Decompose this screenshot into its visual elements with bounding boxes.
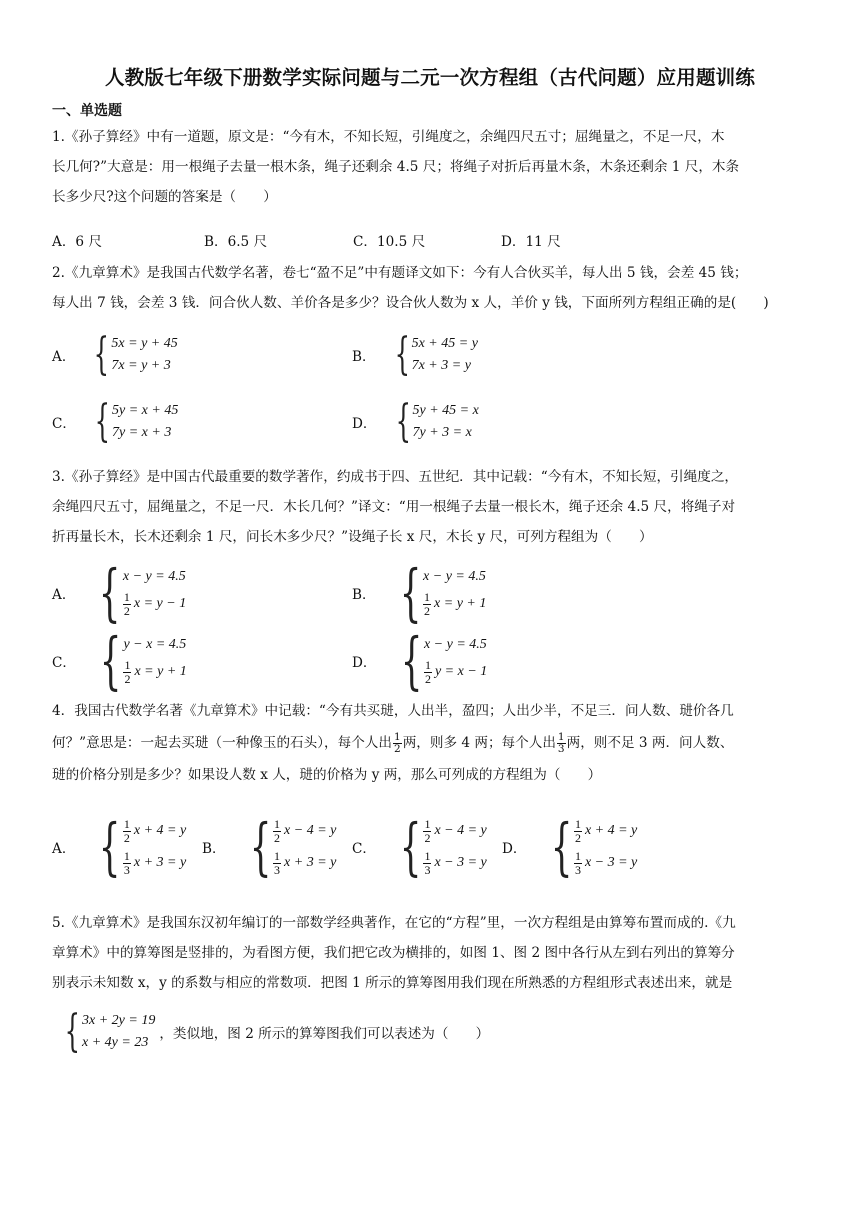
question-5-tail: ，类似地，图 2 所示的算筹图我们可以表述为（ ） [159,1026,490,1042]
equation-rest: x + 3 = y [133,855,187,870]
equation-system [123,634,186,688]
question-4-option-d[interactable] [502,810,638,883]
equation-rest: x = y + 1 [434,596,487,611]
option-label: A． [52,587,76,603]
equation [123,588,186,620]
equation-system [574,815,637,879]
left-brace: { [395,396,411,447]
fraction: $\frac{1}{3}$ [424,848,431,877]
question-5-text [52,908,808,998]
equation-rest: y = x − 1 [434,664,488,679]
option-label: B． [202,841,226,857]
equation [123,847,186,879]
question-4-line: 4．我国古代数学名著《九章算术》中记载：“今有共买琎，人出半，盈四；人出少半，不足三．问人数、琎价各几 [52,703,734,719]
equation-system [82,1010,155,1054]
fraction: $\frac{1}{3}$ [574,848,581,877]
question-3-option-d[interactable] [352,624,488,697]
equation: y − x = 4.5 [123,637,187,652]
question-2-option-c[interactable] [52,396,179,447]
option-label: D． [352,416,377,432]
question-1-line: 1.《孙子算经》中有一道题，原文是：“今有木，不知长短，引绳度之，余绳四尺五寸；屈绳量之，不足一尺，木 [52,129,725,145]
fraction: $\frac{1}{2}$ [424,816,431,845]
page-title: 人教版七年级下册数学实际问题与二元一次方程组（古代问题）应用题训练 [104,66,756,89]
option-label: C． [52,655,76,671]
question-4-option-a[interactable] [52,810,187,883]
option-label: A． [52,841,76,857]
equation-rest: x + 4 = y [133,823,187,838]
fraction: $\frac{1}{2}$ [574,816,581,845]
equation: 7x = y + 3 [111,358,171,373]
equation: 5x + 45 = y [411,336,478,351]
question-5-line: 章算术》中的算筹图是竖排的，为看图方便，我们把它改为横排的，如图 1、图 2 图中各行从左到右列出的算筹分 [52,945,735,961]
equation: x + 4y = 23 [82,1035,149,1050]
option-label: B． [352,349,376,365]
equation-rest: x + 4 = y [584,823,638,838]
question-4-option-b[interactable] [202,810,337,883]
left-brace: { [394,329,410,380]
equation [574,847,637,879]
question-2-text [52,258,808,318]
text-segment: 两，则不足 3 两．问人数、 [566,735,734,751]
equation-system [273,815,336,879]
equation [123,656,186,688]
equation [273,847,336,879]
equation: 7x + 3 = y [411,358,471,373]
fraction-half: $\frac{1}{2}$ [394,731,401,755]
fraction: $\frac{1}{2}$ [123,589,130,618]
equation [424,656,487,688]
equation-system [123,566,186,620]
equation: 7y = x + 3 [112,425,172,440]
option-label: C． [52,416,76,432]
equation-system [123,815,186,879]
equation [423,847,486,879]
left-brace: { [99,624,122,697]
question-2-option-b[interactable] [352,329,478,380]
equation: x − y = 4.5 [122,569,186,584]
section-heading: 一、单选题 [52,103,122,119]
left-brace: { [400,624,422,697]
equation-system [423,566,486,620]
question-5-line: 5.《九章算术》是我国东汉初年编订的一部数学经典著作，在它的“方程”里，一次方程组是由算筹布置而成的.《九 [52,915,736,931]
question-5-line: 别表示未知数 x，y 的系数与相应的常数项．把图 1 所示的算筹图用我们现在所熟悉的方程组形式表述出来，就是 [52,975,733,991]
left-brace: { [399,810,422,883]
equation-rest: x = y − 1 [133,596,187,611]
fraction: $\frac{1}{2}$ [274,816,281,845]
equation-rest: x − 4 = y [284,823,337,838]
question-5-system [52,1006,490,1057]
fraction: $\frac{1}{2}$ [424,589,431,618]
equation-rest: x = y + 1 [134,664,187,679]
option-label: B． [352,587,376,603]
equation [423,815,486,847]
text-segment: 何？”意思是：一起去买琎（一种像玉的石头），每个人出 [52,735,392,751]
left-brace: { [99,556,121,629]
question-3-line: 3.《孙子算经》是中国古代最重要的数学著作，约成书于四、五世纪．其中记载：“今有木，不知长短，引绳度之， [52,469,739,485]
left-brace: { [94,396,110,447]
question-2-option-d[interactable] [352,396,479,447]
equation-system [412,333,478,377]
question-2-line: 2.《九章算术》是我国古代数学名著，卷七“盈不足”中有题译文如下：今有人合伙买羊，每人出 5 钱，会差 45 钱； [52,265,748,281]
equation-rest: x − 3 = y [434,855,487,870]
question-4-option-c[interactable] [352,810,487,883]
equation [423,588,486,620]
option-a[interactable]: A．6 尺 [52,234,102,250]
equation-system [413,400,479,444]
equation-rest: x + 3 = y [284,855,337,870]
option-b[interactable]: B．6.5 尺 [204,234,268,250]
equation-rest: x − 3 = y [584,855,638,870]
question-1-text [52,122,808,212]
fraction-third: $\frac{1}{3}$ [557,731,565,755]
question-3-option-c[interactable] [52,624,187,697]
equation-system [112,400,178,444]
fraction: $\frac{1}{2}$ [424,657,431,686]
equation-system [423,815,486,879]
question-3-line: 余绳四尺五寸，屈绳量之，不足一尺．木长几何？”译文：“用一根绳子去量一根长木，绳子还余 4.5 尺，将绳子对 [52,499,736,515]
left-brace: { [249,810,272,883]
question-4-line [52,726,808,760]
question-4-text [52,696,808,790]
equation-rest: x − 4 = y [434,823,487,838]
equation: 3x + 2y = 19 [82,1013,156,1028]
equation [273,815,336,847]
question-4-line: 琎的价格分别是多少？如果设人数 x 人，琎的价格为 y 两，那么可列成的方程组为（ ） [52,767,602,783]
left-brace: { [399,556,422,629]
option-label: D． [352,655,377,671]
left-brace: { [94,329,110,380]
equation: 5x = y + 45 [111,336,178,351]
left-brace: { [64,1006,80,1057]
question-2-option-a[interactable] [52,329,178,380]
equation [574,815,637,847]
fraction: $\frac{1}{2}$ [123,816,130,845]
equation-system [111,333,177,377]
equation: 5y = x + 45 [112,403,179,418]
question-3-line: 折再量长木，长木还剩余 1 尺，问长木多少尺？”设绳子长 x 尺，木长 y 尺，可列方程组为（ ） [52,529,653,545]
question-1-line: 长多少尺?这个问题的答案是（ ） [52,189,277,205]
option-c[interactable]: C．10.5 尺 [353,234,426,250]
question-3-option-a[interactable] [52,556,187,629]
equation: 7y + 3 = x [412,425,472,440]
option-label: D． [502,841,527,857]
fraction: $\frac{1}{3}$ [274,848,281,877]
question-2-line: 每人出 7 钱，会差 3 钱．问合伙人数、羊价各是多少？设合伙人数为 x 人，羊价 y 钱，下面所列方程组正确的是( ) [52,295,769,311]
option-d[interactable]: D．11 尺 [501,234,561,250]
fraction: $\frac{1}{2}$ [124,657,131,686]
question-3-text [52,462,808,552]
question-3-option-b[interactable] [352,556,487,629]
fraction: $\frac{1}{3}$ [123,848,130,877]
equation: x − y = 4.5 [423,569,486,584]
option-label: C． [352,841,376,857]
equation [123,815,186,847]
option-label: A． [52,349,76,365]
equation: 5y + 45 = x [412,403,479,418]
left-brace: { [99,810,121,883]
equation-system [424,634,487,688]
equation: x − y = 4.5 [423,637,487,652]
text-segment: 两，则多 4 两；每个人出 [402,735,556,751]
question-1-line: 长几何?”大意是：用一根绳子去量一根木条，绳子还剩余 4.5 尺；将绳子对折后再量木条，木条还剩余 1 尺，木条 [52,159,740,175]
left-brace: { [550,810,572,883]
